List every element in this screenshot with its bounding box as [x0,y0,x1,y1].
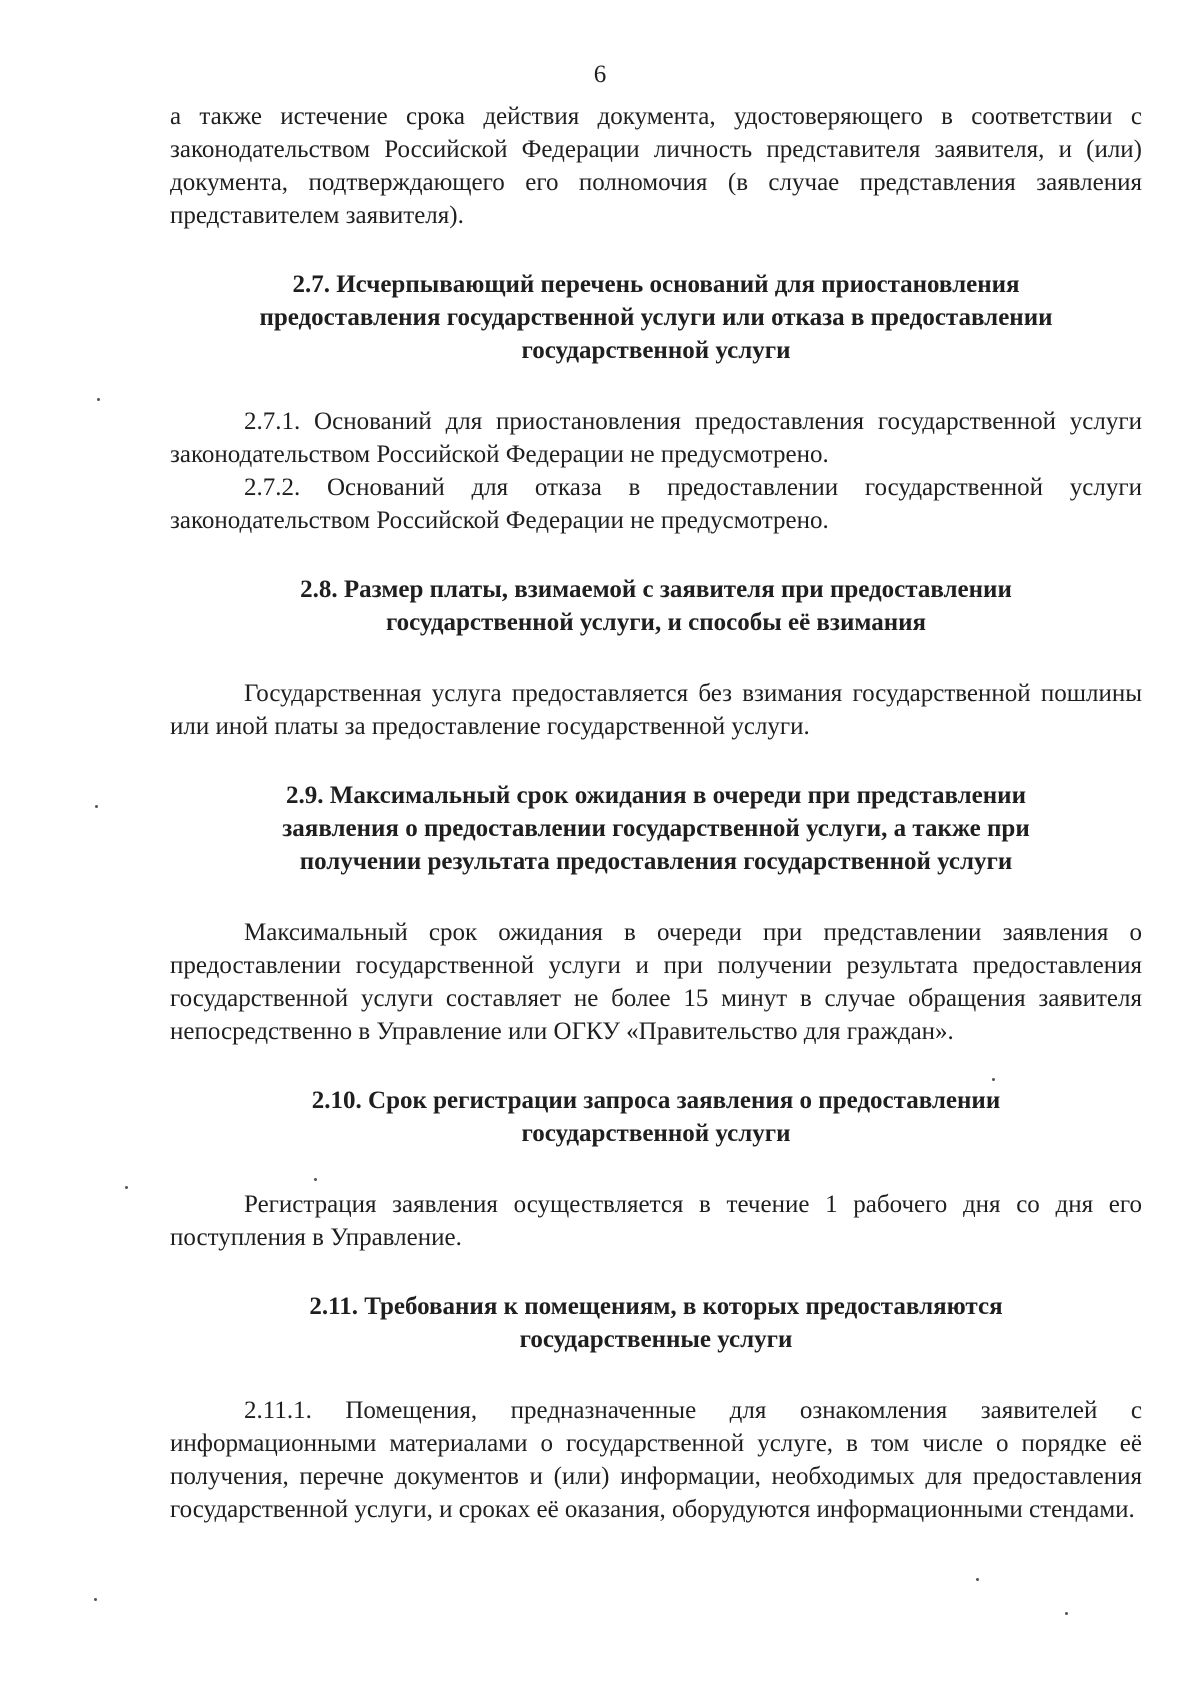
scan-speck [976,1578,979,1581]
document-body [170,100,1142,1526]
paragraph-2-7-1: 2.7.1. Оснований для приостановления предоставления государственной услуги законодательством Российской Федерации не предусмотрено. [170,408,1142,468]
section-heading-2-7 [170,268,1142,367]
heading-line: 2.9. Максимальный срок ожидания в очереди при представлении [286,782,1026,809]
scan-speck [992,1078,995,1081]
heading-line: государственной услуги [521,1120,791,1147]
heading-line: предоставления государственной услуги или отказа в предоставлении [259,304,1053,331]
heading-line: 2.7. Исчерпывающий перечень оснований для приостановления [292,271,1020,298]
scan-speck [125,1186,128,1189]
section-heading-2-11 [170,1290,1142,1356]
scan-speck [314,1178,317,1181]
scan-speck [94,1598,97,1601]
heading-line: 2.8. Размер платы, взимаемой с заявителя при предоставлении [300,576,1012,603]
section-heading-2-10 [170,1084,1142,1150]
scan-speck [95,805,98,808]
paragraph-2-7-2: 2.7.2. Оснований для отказа в предоставлении государственной услуги законодательством Российской Федерации не предусмотрено. [170,474,1142,534]
heading-line: заявления о предоставлении государственной услуги, а также при [282,815,1030,842]
heading-line: 2.11. Требования к помещениям, в которых предоставляются [309,1293,1003,1320]
section-heading-2-9 [170,779,1142,878]
paragraph-2-11-1: 2.11.1. Помещения, предназначенные для ознакомления заявителей с информационными материалами о государственной услуге, в том числе о порядке её получения, перечне документов и (или) информации, необходимых для предоставления государственной услуги, и сроках её оказания, оборудуются информационными стендами. [170,1397,1142,1523]
paragraph-2-8: Государственная услуга предоставляется без взимания государственной пошлины или иной платы за предоставление государственной услуги. [170,680,1142,740]
scan-speck [1065,1612,1068,1615]
heading-line: государственной услуги, и способы её взимания [385,609,927,636]
intro-paragraph: а также истечение срока действия документа, удостоверяющего в соответствии с законодательством Российской Федерации личность представителя заявителя, и (или) документа, подтверждающего его полномочия (в случае представления заявления представителем заявителя). [170,103,1142,229]
paragraph-2-10: Регистрация заявления осуществляется в течение 1 рабочего дня со дня его поступления в Управление. [170,1191,1142,1251]
heading-line: государственной услуги [521,337,791,364]
heading-line: получении результата предоставления государственной услуги [299,848,1013,875]
paragraph-2-9: Максимальный срок ожидания в очереди при представлении заявления о предоставлении государственной услуги и при получении результата предоставления государственной услуги составляет не более 15 минут в случае обращения заявителя непосредственно в Управление или ОГКУ «Правительство для граждан». [170,919,1142,1045]
heading-line: государственные услуги [519,1326,793,1353]
section-heading-2-8 [170,573,1142,639]
scan-speck [97,398,100,401]
page-number: 6 [593,61,607,88]
heading-line: 2.10. Срок регистрации запроса заявления о предоставлении [311,1087,1001,1114]
